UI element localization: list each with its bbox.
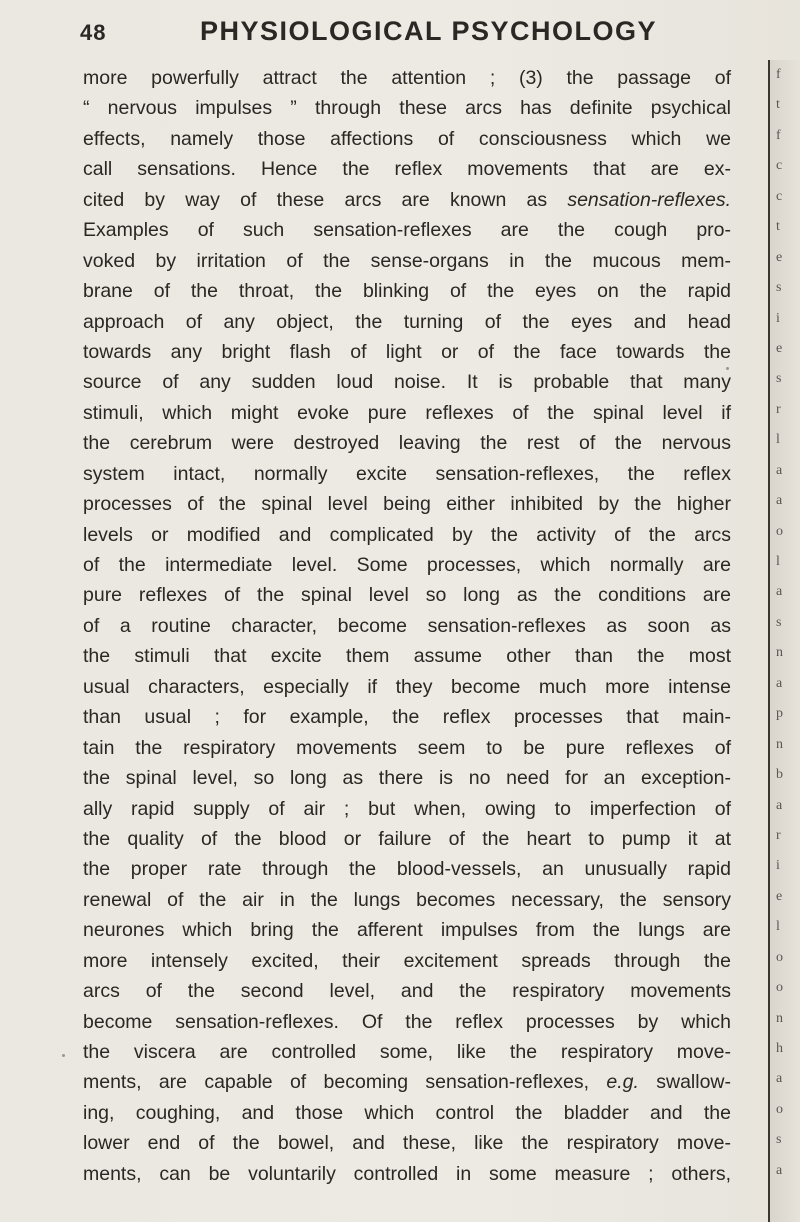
margin-fragment: c	[776, 188, 783, 204]
margin-fragment: a	[776, 675, 783, 691]
text-line: usual characters, especially if they become much more intense	[83, 675, 731, 698]
margin-fragment: l	[776, 554, 780, 569]
margin-fragment: h	[776, 1041, 783, 1056]
margin-fragment: e	[776, 340, 783, 356]
margin-fragment: n	[776, 1010, 783, 1026]
italic-abbrev: e.g.	[606, 1071, 639, 1094]
text-line: of the intermediate level. Some processes, which normally are	[83, 554, 731, 576]
text-line: the stimuli that excite them assume other than the most	[83, 645, 731, 668]
margin-fragment: t	[776, 97, 780, 113]
text-line: “ nervous impulses ” through these arcs has definite psychical	[83, 97, 731, 120]
margin-fragment: a	[776, 462, 783, 478]
text-line: stimuli, which might evoke pure reflexes of the spinal level if	[83, 401, 731, 424]
margin-fragment: i	[776, 310, 780, 326]
text-line: become sensation-reflexes. Of the reflex processes by which	[83, 1010, 731, 1033]
margin-fragment: a	[776, 1162, 783, 1178]
margin-fragment: s	[776, 1132, 782, 1148]
text-line: than usual ; for example, the reflex processes that main-	[83, 706, 731, 729]
margin-fragment: n	[776, 645, 783, 661]
margin-fragment: a	[776, 584, 783, 600]
facing-page-edge	[768, 60, 800, 1222]
text-line: renewal of the air in the lungs becomes necessary, the sensory	[83, 888, 731, 911]
italic-term: sensation-reflexes.	[567, 188, 731, 211]
margin-fragment: a	[776, 493, 783, 509]
margin-fragment: s	[776, 614, 782, 630]
margin-fragment: o	[776, 1101, 783, 1117]
text-line: more powerfully attract the attention ; (3) the passage of	[83, 67, 731, 89]
text-line: approach of any object, the turning of the eyes and head	[83, 310, 731, 333]
text-line: lower end of the bowel, and these, like the respiratory move-	[83, 1132, 731, 1155]
margin-fragment: l	[776, 432, 780, 448]
text-line: Examples of such sensation-reflexes are the cough pro-	[83, 219, 731, 242]
text-line: the cerebrum were destroyed leaving the rest of the nervous	[83, 432, 731, 455]
margin-fragment: s	[776, 280, 782, 296]
paper-speck	[726, 367, 729, 370]
margin-fragment: o	[776, 949, 783, 965]
margin-fragment: e	[776, 888, 783, 904]
text-line: ing, coughing, and those which control the bladder and the	[83, 1101, 731, 1124]
text-line: more intensely excited, their excitement spreads through the	[83, 949, 731, 972]
margin-fragment: b	[776, 767, 783, 783]
margin-fragment: t	[776, 219, 780, 235]
text-line: system intact, normally excite sensation-reflexes, the reflex	[83, 462, 731, 485]
margin-fragment: p	[776, 706, 783, 722]
page-number: 48	[80, 20, 107, 45]
margin-fragment: i	[776, 858, 780, 874]
margin-fragment: o	[776, 523, 783, 539]
running-title: PHYSIOLOGICAL PSYCHOLOGY	[200, 16, 658, 46]
text-line: voked by irritation of the sense-organs in the mucous mem-	[83, 249, 731, 272]
text-line: neurones which bring the afferent impulses from the lungs are	[83, 919, 731, 942]
text-line: the spinal level, so long as there is no need for an exception-	[83, 767, 731, 790]
margin-fragment: c	[776, 158, 783, 174]
text-line: arcs of the second level, and the respiratory movements	[83, 980, 731, 1003]
text-line: ally rapid supply of air ; but when, owing to imperfection of	[83, 797, 731, 820]
text-line: cited by way of these arcs are known as sensation-reflexes.	[83, 188, 731, 211]
text-line: the proper rate through the blood-vessels, an unusually rapid	[83, 858, 731, 881]
margin-fragment: a	[776, 1071, 783, 1087]
text-line: ments, are capable of becoming sensation-reflexes, e.g. swallow-	[83, 1071, 731, 1094]
text-line: call sensations. Hence the reflex movements that are ex-	[83, 158, 731, 181]
text-line: source of any sudden loud noise. It is probable that many	[83, 371, 731, 394]
margin-fragment: f	[776, 127, 781, 143]
text-line: effects, namely those affections of consciousness which we	[83, 127, 731, 150]
margin-fragment: r	[776, 827, 781, 843]
margin-fragment: e	[776, 249, 783, 265]
text-line: brane of the throat, the blinking of the eyes on the rapid	[83, 280, 731, 303]
text-line: levels or modified and complicated by the activity of the arcs	[83, 523, 731, 546]
margin-fragment: s	[776, 371, 782, 387]
margin-fragment: l	[776, 919, 780, 935]
body-text	[83, 63, 731, 1189]
text-line: pure reflexes of the spinal level so long as the conditions are	[83, 584, 731, 607]
text-line: tain the respiratory movements seem to be pure reflexes of	[83, 736, 731, 759]
text-line: ments, can be voluntarily controlled in some measure ; others,	[83, 1162, 731, 1185]
text-line: processes of the spinal level being either inhibited by the higher	[83, 493, 731, 516]
text-line: the quality of the blood or failure of the heart to pump it at	[83, 827, 731, 850]
margin-fragment: o	[776, 980, 783, 996]
paper-speck	[62, 1054, 65, 1057]
margin-fragment: n	[776, 736, 783, 752]
running-head	[80, 14, 730, 54]
text-line: the viscera are controlled some, like the respiratory move-	[83, 1041, 731, 1063]
text-line: of a routine character, become sensation-reflexes as soon as	[83, 614, 731, 637]
margin-fragment: f	[776, 67, 781, 82]
margin-fragment: r	[776, 401, 781, 417]
text-line: towards any bright flash of light or of the face towards the	[83, 340, 731, 363]
margin-fragment: a	[776, 797, 783, 813]
